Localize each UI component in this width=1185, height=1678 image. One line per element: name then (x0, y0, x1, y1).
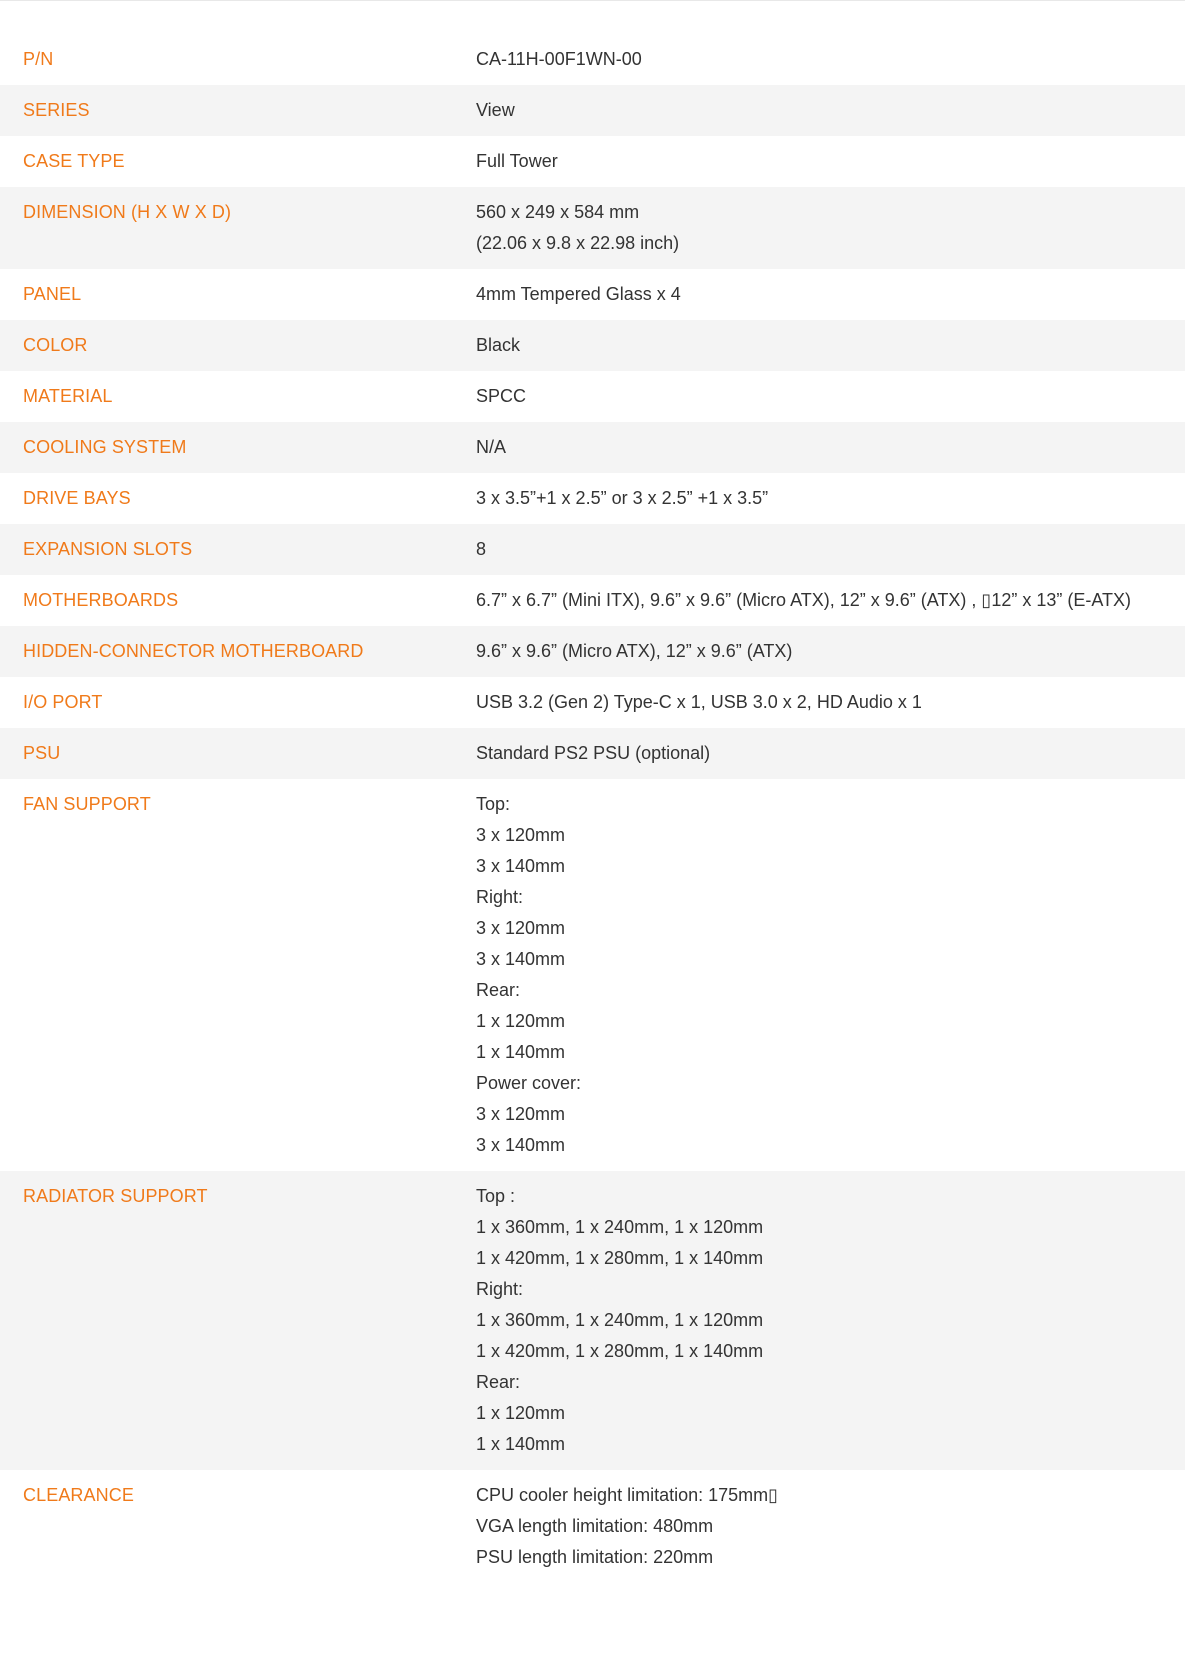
spec-value-line: 3 x 140mm (476, 1135, 566, 1155)
spec-label: I/O PORT (23, 692, 103, 712)
spec-values (476, 1470, 1185, 1583)
spec-value-line: USB 3.2 (Gen 2) Type-C x 1, USB 3.0 x 2, HD Audio x 1 (476, 692, 922, 712)
spec-value-line: Rear: (476, 1372, 521, 1392)
spec-value-line: 3 x 140mm (476, 949, 566, 969)
spec-value-line: Standard PS2 PSU (optional) (476, 743, 711, 763)
spec-value-line: (22.06 x 9.8 x 22.98 inch) (476, 233, 680, 253)
spec-row (0, 422, 1185, 473)
spec-label: COLOR (23, 335, 88, 355)
spec-row (0, 136, 1185, 187)
spec-value-line: 3 x 120mm (476, 825, 566, 845)
spec-values (476, 34, 1185, 85)
spec-value-line: Full Tower (476, 151, 558, 171)
spec-row (0, 187, 1185, 269)
spec-row (0, 575, 1185, 626)
spec-label: HIDDEN-CONNECTOR MOTHERBOARD (23, 641, 364, 661)
spec-value-line: View (476, 100, 515, 120)
spec-value-line: 6.7” x 6.7” (Mini ITX), 9.6” x 9.6” (Micro ATX), 12” x 9.6” (ATX) , ▯12” x 13” (E-ATX) (476, 590, 1132, 610)
spec-value-line: Rear: (476, 980, 521, 1000)
spec-row (0, 626, 1185, 677)
spec-row (0, 371, 1185, 422)
spec-value-line: 3 x 120mm (476, 918, 566, 938)
spec-values (476, 187, 1185, 269)
spec-row (0, 85, 1185, 136)
spec-value-line: 9.6” x 9.6” (Micro ATX), 12” x 9.6” (ATX) (476, 641, 793, 661)
spec-row (0, 34, 1185, 85)
spec-value-line: 1 x 420mm, 1 x 280mm, 1 x 140mm (476, 1248, 764, 1268)
spec-value-line: Top : (476, 1186, 516, 1206)
spec-label: COOLING SYSTEM (23, 437, 187, 457)
spec-row (0, 320, 1185, 371)
spec-value-line: Black (476, 335, 521, 355)
spec-value-line: Right: (476, 1279, 524, 1299)
spec-label: DIMENSION (H X W X D) (23, 202, 232, 222)
spec-label: CLEARANCE (23, 1485, 134, 1505)
spec-row (0, 779, 1185, 1171)
spec-values (476, 779, 1185, 1171)
spec-value-line: CA-11H-00F1WN-00 (476, 49, 642, 69)
spec-row (0, 677, 1185, 728)
spec-row (0, 1470, 1185, 1583)
spec-values (476, 677, 1185, 728)
spec-label: MOTHERBOARDS (23, 590, 179, 610)
spec-values (476, 575, 1185, 626)
spec-value-line: 1 x 360mm, 1 x 240mm, 1 x 120mm (476, 1310, 764, 1330)
spec-value-line: 1 x 140mm (476, 1042, 566, 1062)
spec-row (0, 524, 1185, 575)
spec-label: P/N (23, 49, 54, 69)
spec-values (476, 269, 1185, 320)
spec-values (476, 626, 1185, 677)
spec-label: PSU (23, 743, 61, 763)
spec-value-line: Power cover: (476, 1073, 582, 1093)
spec-value-line: 8 (476, 539, 487, 559)
spec-value-line: 1 x 120mm (476, 1403, 566, 1423)
spec-value-line: 1 x 360mm, 1 x 240mm, 1 x 120mm (476, 1217, 764, 1237)
spec-values (476, 85, 1185, 136)
spec-values (476, 473, 1185, 524)
spec-label: MATERIAL (23, 386, 113, 406)
spec-row (0, 728, 1185, 779)
spec-value-line: 1 x 120mm (476, 1011, 566, 1031)
spec-label: FAN SUPPORT (23, 794, 151, 814)
spec-value-line: SPCC (476, 386, 527, 406)
spec-value-line: 4mm Tempered Glass x 4 (476, 284, 681, 304)
spec-label: EXPANSION SLOTS (23, 539, 193, 559)
table-top-spacer (0, 1, 1185, 34)
spec-rows (0, 34, 1185, 1583)
spec-values (476, 136, 1185, 187)
spec-values (476, 422, 1185, 473)
spec-value-line: 1 x 140mm (476, 1434, 566, 1454)
spec-value-line: PSU length limitation: 220mm (476, 1547, 714, 1567)
spec-values (476, 728, 1185, 779)
spec-values (476, 320, 1185, 371)
spec-value-line: 3 x 3.5”+1 x 2.5” or 3 x 2.5” +1 x 3.5” (476, 488, 769, 508)
spec-label: SERIES (23, 100, 90, 120)
spec-value-line: 560 x 249 x 584 mm (476, 202, 640, 222)
spec-value-line: 3 x 120mm (476, 1104, 566, 1124)
spec-value-line: CPU cooler height limitation: 175mm▯ (476, 1485, 779, 1505)
spec-row (0, 473, 1185, 524)
spec-label: DRIVE BAYS (23, 488, 131, 508)
spec-values (476, 524, 1185, 575)
spec-value-line: Top: (476, 794, 511, 814)
spec-row (0, 1171, 1185, 1470)
spec-row (0, 269, 1185, 320)
spec-values (476, 1171, 1185, 1470)
spec-values (476, 371, 1185, 422)
spec-value-line: Right: (476, 887, 524, 907)
spec-value-line: VGA length limitation: 480mm (476, 1516, 714, 1536)
spec-label: RADIATOR SUPPORT (23, 1186, 208, 1206)
spec-value-line: 3 x 140mm (476, 856, 566, 876)
spec-value-line: 1 x 420mm, 1 x 280mm, 1 x 140mm (476, 1341, 764, 1361)
spec-label: CASE TYPE (23, 151, 125, 171)
spec-label: PANEL (23, 284, 82, 304)
spec-value-line: N/A (476, 437, 507, 457)
